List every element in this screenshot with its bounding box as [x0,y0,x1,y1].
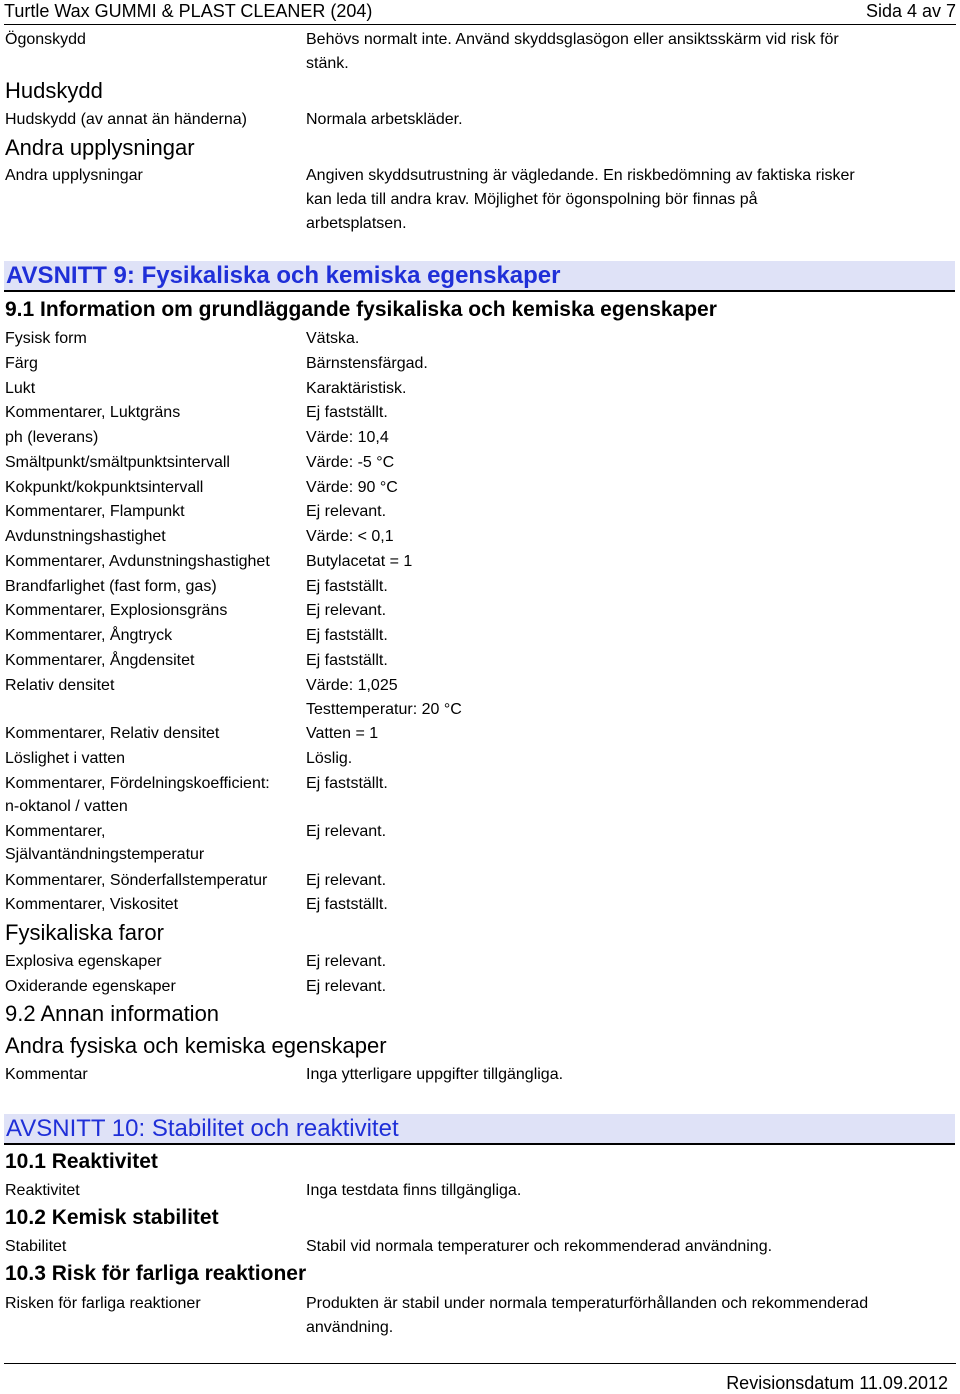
footer-divider [4,1363,956,1364]
property-label: Kommentarer, Relativ densitet [5,725,220,742]
property-value: Värde: 1,025 [306,677,398,694]
reactivity-label: Reaktivitet [5,1182,80,1199]
hazard-value: Ej relevant. [306,978,387,995]
other-properties-heading: Andra fysiska och kemiska egenskaper [5,1033,387,1058]
page-number: Sida 4 av 7 [865,1,956,21]
property-value: Värde: < 0,1 [306,528,394,545]
property-label: ph (leverans) [5,429,99,446]
skin-protection-value: Normala arbetskläder. [306,111,463,128]
property-label: Smältpunkt/smältpunktsintervall [5,454,230,471]
property-label: Brandfarlighet (fast form, gas) [5,578,217,595]
page-header [4,0,956,25]
property-label: Avdunstningshastighet [5,528,166,545]
property-value: Ej fastställt. [306,652,388,669]
revision-date: Revisionsdatum 11.09.2012 [726,1373,948,1393]
subsection-9-2-heading: 9.2 Annan information [5,1001,220,1026]
eye-protection-value-line-1: Behövs normalt inte. Använd skyddsglasögon eller ansiktsskärm vid risk för [306,31,839,48]
comment-value: Inga ytterligare uppgifter tillgängliga. [306,1066,564,1083]
section-10-title: AVSNITT 10: Stabilitet och reaktivitet [6,1115,399,1142]
other-info-heading: Andra upplysningar [5,135,195,160]
other-info-label: Andra upplysningar [5,167,143,184]
eye-protection-value-line-2: stänk. [306,55,349,72]
property-value: Ej fastställt. [306,896,388,913]
property-label: Lukt [5,380,36,397]
property-label: Relativ densitet [5,677,115,694]
property-value: Bärnstensfärgad. [306,355,428,372]
property-label: Löslighet i vatten [5,750,126,767]
document-title: Turtle Wax GUMMI & PLAST CLEANER (204) [4,1,373,21]
section-10-banner [4,1114,955,1145]
property-label: Kommentarer, Luktgräns [5,404,181,421]
property-label: Kommentarer, Explosionsgräns [5,602,228,619]
other-info-value-line-2: kan leda till andra krav. Möjlighet för ögonspolning bör finnas på [306,191,758,208]
subsection-10-1-heading: 10.1 Reaktivitet [5,1150,158,1173]
property-value: Ej fastställt. [306,775,388,792]
subsection-10-3-heading: 10.3 Risk för farliga reaktioner [5,1262,307,1285]
section-9-banner [4,261,955,292]
hazardous-reactions-value-line-1: Produkten är stabil under normala temperaturförhållanden och rekommenderad [306,1295,869,1312]
property-value: Butylacetat = 1 [306,553,413,570]
property-label: Fysisk form [5,330,87,347]
property-value: Karaktäristisk. [306,380,407,397]
hazardous-reactions-value-line-2: användning. [306,1319,394,1336]
property-value: Värde: -5 °C [306,454,395,471]
reactivity-value: Inga testdata finns tillgängliga. [306,1182,522,1199]
property-value: Värde: 90 °C [306,479,398,496]
other-info-value-line-3: arbetsplatsen. [306,215,407,232]
property-value: Ej relevant. [306,823,387,840]
skin-protection-label: Hudskydd (av annat än händerna) [5,111,247,128]
property-label: n-oktanol / vatten [5,798,128,815]
physical-hazards-heading: Fysikaliska faror [5,920,164,945]
other-info-value-line-1: Angiven skyddsutrustning är vägledande. En riskbedömning av faktiska risker [306,167,855,184]
skin-protection-heading: Hudskydd [5,78,103,103]
property-label: Kokpunkt/kokpunktsintervall [5,479,204,496]
property-label: Kommentarer, Fördelningskoefficient: [5,775,270,792]
property-label: Färg [5,355,38,372]
property-value: Ej fastställt. [306,404,388,421]
comment-label: Kommentar [5,1066,88,1083]
property-value: Ej fastställt. [306,578,388,595]
property-value: Löslig. [306,750,353,767]
stability-label: Stabilitet [5,1238,67,1255]
hazard-value: Ej relevant. [306,953,387,970]
hazardous-reactions-label: Risken för farliga reaktioner [5,1295,201,1312]
subsection-9-1-heading: 9.1 Information om grundläggande fysikaliska och kemiska egenskaper [5,298,717,321]
subsection-10-2-heading: 10.2 Kemisk stabilitet [5,1206,219,1229]
property-value: Vatten = 1 [306,725,379,742]
property-label: Självantändningstemperatur [5,846,205,863]
hazard-label: Explosiva egenskaper [5,953,162,970]
property-label: Kommentarer, Flampunkt [5,503,185,520]
property-label: Kommentarer, Ångtryck [5,627,173,644]
eye-protection-label: Ögonskydd [5,31,86,48]
section-9-title: AVSNITT 9: Fysikaliska och kemiska egenskaper [6,262,561,289]
property-value: Ej relevant. [306,602,387,619]
property-value: Ej relevant. [306,872,387,889]
property-label: Kommentarer, Sönderfallstemperatur [5,872,268,889]
property-value: Värde: 10,4 [306,429,389,446]
property-value: Ej relevant. [306,503,387,520]
property-label: Kommentarer, Viskositet [5,896,179,913]
property-value: Ej fastställt. [306,627,388,644]
stability-value: Stabil vid normala temperaturer och rekommenderad användning. [306,1238,773,1255]
property-label: Kommentarer, Avdunstningshastighet [5,553,270,570]
property-value: Vätska. [306,330,360,347]
property-label: Kommentarer, [5,823,106,840]
hazard-label: Oxiderande egenskaper [5,978,176,995]
property-label: Kommentarer, Ångdensitet [5,652,195,669]
property-value: Testtemperatur: 20 °C [306,701,462,718]
